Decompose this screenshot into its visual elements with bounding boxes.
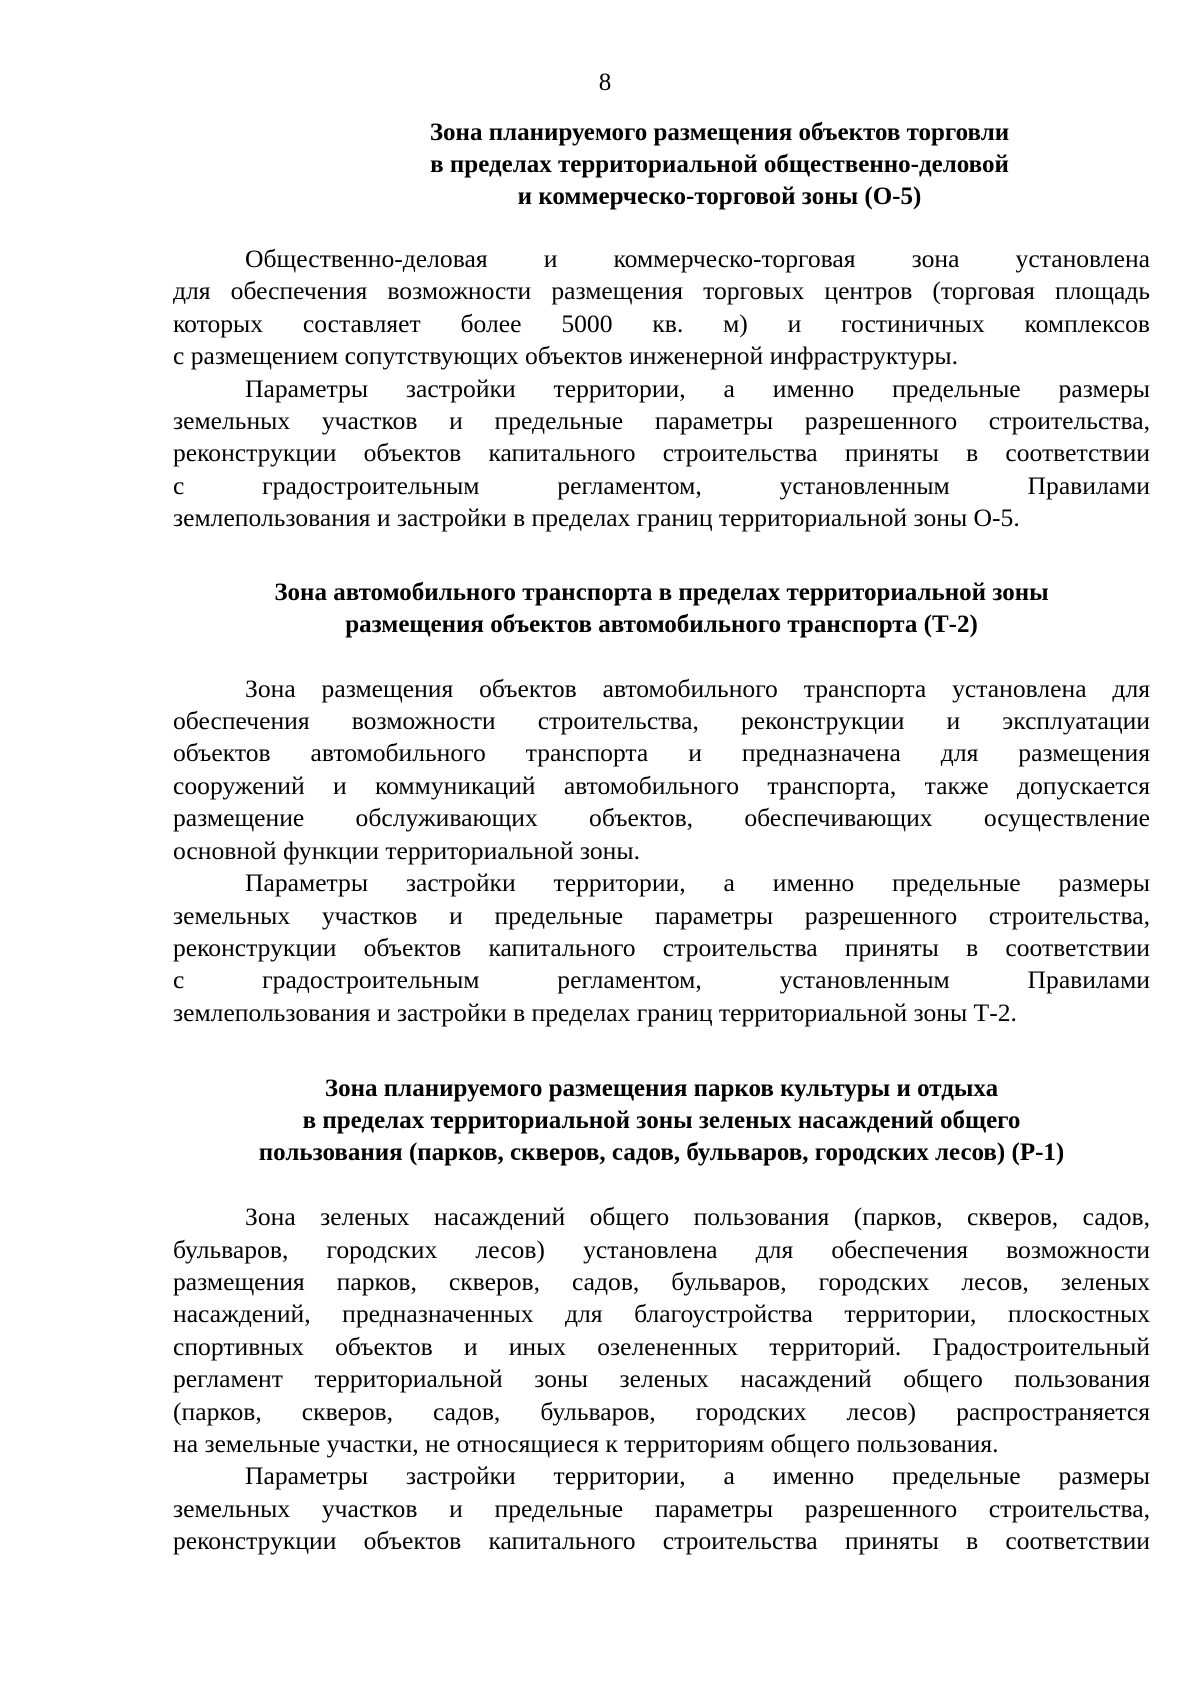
text-line: реконструкции объектов капитального строительства приняты в соответствии (173, 1526, 1150, 1556)
text-line: земельных участков и предельные параметры разрешенного строительства, (173, 406, 1150, 436)
heading-line: Зона планируемого размещения парков культуры и отдыха (324, 1075, 999, 1103)
paragraph (173, 373, 1150, 535)
section-heading (173, 577, 1150, 641)
heading-line: и коммерческо-торговой зоны (О-5) (517, 183, 922, 210)
text-line: с размещением сопутствующих объектов инженерной инфраструктуры. (173, 341, 958, 371)
text-line: Параметры застройки территории, а именно предельные размеры (245, 868, 1150, 898)
text-line: размещения парков, скверов, садов, бульваров, городских лесов, зеленых (173, 1266, 1150, 1296)
text-line: регламент территориальной зоны зеленых насаждений общего пользования (173, 1364, 1150, 1394)
heading-line: пользования (парков, скверов, садов, бульваров, городских лесов) (Р-1) (258, 1139, 1065, 1167)
heading-line: Зона автомобильного транспорта в пределах территориальной зоны (274, 578, 1049, 606)
heading-line: в пределах территориальной общественно-деловой (430, 151, 1009, 178)
page-number: 8 (598, 69, 612, 96)
text-line: Зона зеленых насаждений общего пользования (парков, скверов, садов, (245, 1202, 1150, 1232)
text-line: реконструкции объектов капитального строительства приняты в соответствии (173, 438, 1150, 468)
text-line: насаждений, предназначенных для благоустройства территории, плоскостных (173, 1299, 1150, 1329)
text-line: Параметры застройки территории, а именно предельные размеры (245, 373, 1150, 403)
text-line: бульваров, городских лесов) установлена для обеспечения возможности (173, 1234, 1150, 1264)
text-line: размещение обслуживающих объектов, обеспечивающих осуществление (173, 803, 1150, 833)
text-line: землепользования и застройки в пределах границ территориальной зоны Т-2. (173, 997, 1017, 1027)
paragraph (173, 867, 1150, 1029)
text-line: с градостроительным регламентом, установленным Правилами (173, 965, 1150, 995)
heading-line: размещения объектов автомобильного транспорта (Т-2) (345, 610, 978, 638)
section-r1 (173, 1073, 1150, 1557)
paragraph (173, 1201, 1150, 1460)
paragraph (173, 243, 1150, 373)
text-line: Зона размещения объектов автомобильного транспорта установлена для (245, 673, 1150, 703)
text-line: земельных участков и предельные параметры разрешенного строительства, (173, 900, 1150, 930)
section-t2 (173, 577, 1150, 1029)
text-line: для обеспечения возможности размещения торговых центров (торговая площадь (173, 276, 1150, 306)
text-line: спортивных объектов и иных озелененных территорий. Градостроительный (173, 1331, 1150, 1361)
text-line: (парков, скверов, садов, бульваров, городских лесов) распространяется (173, 1396, 1150, 1426)
section-o5 (173, 117, 1150, 535)
text-line: основной функции территориальной зоны. (173, 835, 640, 865)
text-line: реконструкции объектов капитального строительства приняты в соответствии (173, 932, 1150, 962)
text-line: Общественно-деловая и коммерческо-торговая зона установлена (245, 244, 1150, 273)
text-line: сооружений и коммуникаций автомобильного транспорта, также допускается (173, 770, 1150, 800)
paragraph (173, 673, 1150, 867)
text-line: с градостроительным регламентом, установленным Правилами (173, 470, 1150, 500)
text-line: объектов автомобильного транспорта и предназначена для размещения (173, 738, 1150, 768)
heading-line: в пределах территориальной зоны зеленых насаждений общего (302, 1107, 1021, 1135)
section-heading (173, 117, 1150, 213)
section-heading (173, 1073, 1150, 1169)
text-line: которых составляет более 5000 кв. м) и гостиничных комплексов (173, 308, 1150, 338)
text-line: обеспечения возможности строительства, реконструкции и эксплуатации (173, 706, 1150, 736)
paragraph (173, 1460, 1150, 1557)
text-line: земельных участков и предельные параметры разрешенного строительства, (173, 1493, 1150, 1523)
text-line: землепользования и застройки в пределах границ территориальной зоны О-5. (173, 503, 1020, 533)
heading-line: Зона планируемого размещения объектов торговли (429, 119, 1010, 146)
document-body (173, 117, 1150, 1558)
text-line: Параметры застройки территории, а именно предельные размеры (245, 1461, 1150, 1491)
text-line: на земельные участки, не относящиеся к территориям общего пользования. (173, 1428, 999, 1458)
